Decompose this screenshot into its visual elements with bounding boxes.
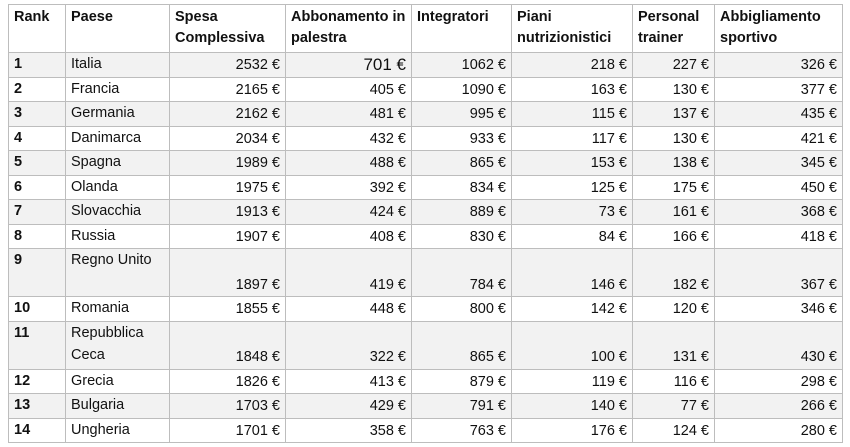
cell-rank: 14 [9, 418, 66, 443]
cell-total: 1826 € [170, 369, 286, 394]
cell-clothing: 377 € [715, 77, 843, 102]
cell-nutrition: 218 € [512, 53, 633, 78]
cell-nutrition: 176 € [512, 418, 633, 443]
cell-supplements: 784 € [412, 249, 512, 297]
table-row [9, 224, 843, 249]
cell-total: 2532 € [170, 53, 286, 78]
cell-total: 1975 € [170, 175, 286, 200]
cell-clothing: 450 € [715, 175, 843, 200]
cell-clothing: 346 € [715, 297, 843, 322]
cell-country: Ungheria [66, 418, 170, 443]
cell-trainer: 138 € [633, 151, 715, 176]
cell-country: Repubblica Ceca [66, 321, 170, 369]
cell-clothing: 435 € [715, 102, 843, 127]
cell-trainer: 175 € [633, 175, 715, 200]
table-row [9, 53, 843, 78]
cell-gym: 432 € [286, 126, 412, 151]
table-row [9, 297, 843, 322]
cell-nutrition: 73 € [512, 200, 633, 225]
table-row [9, 175, 843, 200]
table-row [9, 126, 843, 151]
cell-trainer: 166 € [633, 224, 715, 249]
cell-nutrition: 117 € [512, 126, 633, 151]
cell-supplements: 995 € [412, 102, 512, 127]
cell-trainer: 182 € [633, 249, 715, 297]
cell-supplements: 800 € [412, 297, 512, 322]
cell-trainer: 116 € [633, 369, 715, 394]
cell-country: Regno Unito [66, 249, 170, 297]
cell-country: Russia [66, 224, 170, 249]
cell-country: Danimarca [66, 126, 170, 151]
cell-total: 1897 € [170, 249, 286, 297]
cell-gym: 419 € [286, 249, 412, 297]
cell-gym: 405 € [286, 77, 412, 102]
column-header-trainer: Personal trainer [633, 5, 715, 53]
cell-total: 1703 € [170, 394, 286, 419]
cell-supplements: 879 € [412, 369, 512, 394]
cell-total: 1913 € [170, 200, 286, 225]
cell-gym: 424 € [286, 200, 412, 225]
cell-clothing: 266 € [715, 394, 843, 419]
cell-country: Grecia [66, 369, 170, 394]
cell-trainer: 227 € [633, 53, 715, 78]
column-header-total: Spesa Complessiva [170, 5, 286, 53]
cell-gym: 358 € [286, 418, 412, 443]
cell-total: 2165 € [170, 77, 286, 102]
cell-rank: 12 [9, 369, 66, 394]
cell-total: 1848 € [170, 321, 286, 369]
cell-trainer: 120 € [633, 297, 715, 322]
cell-nutrition: 146 € [512, 249, 633, 297]
cell-country: Francia [66, 77, 170, 102]
cell-rank: 5 [9, 151, 66, 176]
cell-supplements: 1090 € [412, 77, 512, 102]
spending-table-container [8, 4, 842, 443]
cell-clothing: 345 € [715, 151, 843, 176]
cell-supplements: 889 € [412, 200, 512, 225]
cell-nutrition: 125 € [512, 175, 633, 200]
cell-trainer: 130 € [633, 126, 715, 151]
table-row [9, 77, 843, 102]
cell-gym: 408 € [286, 224, 412, 249]
cell-trainer: 77 € [633, 394, 715, 419]
cell-rank: 3 [9, 102, 66, 127]
cell-gym: 322 € [286, 321, 412, 369]
cell-supplements: 834 € [412, 175, 512, 200]
cell-gym: 392 € [286, 175, 412, 200]
cell-clothing: 368 € [715, 200, 843, 225]
cell-clothing: 430 € [715, 321, 843, 369]
column-header-nutrition: Piani nutrizionistici [512, 5, 633, 53]
cell-nutrition: 100 € [512, 321, 633, 369]
cell-nutrition: 140 € [512, 394, 633, 419]
cell-clothing: 298 € [715, 369, 843, 394]
cell-supplements: 865 € [412, 321, 512, 369]
cell-gym: 488 € [286, 151, 412, 176]
column-header-rank: Rank [9, 5, 66, 53]
cell-supplements: 865 € [412, 151, 512, 176]
cell-total: 1701 € [170, 418, 286, 443]
table-row [9, 151, 843, 176]
cell-country: Italia [66, 53, 170, 78]
cell-clothing: 367 € [715, 249, 843, 297]
table-row [9, 102, 843, 127]
cell-country: Germania [66, 102, 170, 127]
cell-trainer: 124 € [633, 418, 715, 443]
cell-clothing: 280 € [715, 418, 843, 443]
cell-gym: 481 € [286, 102, 412, 127]
cell-supplements: 830 € [412, 224, 512, 249]
table-header-row [9, 5, 843, 53]
cell-rank: 1 [9, 53, 66, 78]
cell-gym: 429 € [286, 394, 412, 419]
cell-nutrition: 163 € [512, 77, 633, 102]
cell-total: 1907 € [170, 224, 286, 249]
cell-supplements: 763 € [412, 418, 512, 443]
cell-rank: 11 [9, 321, 66, 369]
cell-rank: 8 [9, 224, 66, 249]
table-row [9, 321, 843, 369]
column-header-country: Paese [66, 5, 170, 53]
cell-trainer: 130 € [633, 77, 715, 102]
cell-total: 2034 € [170, 126, 286, 151]
cell-gym: 448 € [286, 297, 412, 322]
cell-rank: 9 [9, 249, 66, 297]
column-header-gym: Abbonamento in palestra [286, 5, 412, 53]
cell-rank: 7 [9, 200, 66, 225]
cell-nutrition: 84 € [512, 224, 633, 249]
cell-country: Romania [66, 297, 170, 322]
cell-nutrition: 115 € [512, 102, 633, 127]
cell-nutrition: 119 € [512, 369, 633, 394]
cell-country: Olanda [66, 175, 170, 200]
cell-gym: 701 € [286, 53, 412, 78]
table-row [9, 369, 843, 394]
cell-clothing: 421 € [715, 126, 843, 151]
cell-country: Bulgaria [66, 394, 170, 419]
cell-rank: 2 [9, 77, 66, 102]
cell-total: 1989 € [170, 151, 286, 176]
cell-clothing: 418 € [715, 224, 843, 249]
table-row [9, 418, 843, 443]
cell-total: 2162 € [170, 102, 286, 127]
cell-trainer: 137 € [633, 102, 715, 127]
table-row [9, 249, 843, 297]
column-header-supplements: Integratori [412, 5, 512, 53]
cell-supplements: 1062 € [412, 53, 512, 78]
cell-total: 1855 € [170, 297, 286, 322]
spending-table [8, 4, 843, 443]
cell-nutrition: 153 € [512, 151, 633, 176]
cell-clothing: 326 € [715, 53, 843, 78]
cell-rank: 13 [9, 394, 66, 419]
column-header-clothing: Abbigliamento sportivo [715, 5, 843, 53]
table-body [9, 53, 843, 443]
cell-supplements: 933 € [412, 126, 512, 151]
table-row [9, 394, 843, 419]
cell-country: Spagna [66, 151, 170, 176]
cell-rank: 4 [9, 126, 66, 151]
cell-supplements: 791 € [412, 394, 512, 419]
cell-nutrition: 142 € [512, 297, 633, 322]
cell-rank: 6 [9, 175, 66, 200]
table-row [9, 200, 843, 225]
cell-rank: 10 [9, 297, 66, 322]
cell-trainer: 131 € [633, 321, 715, 369]
cell-gym: 413 € [286, 369, 412, 394]
cell-trainer: 161 € [633, 200, 715, 225]
cell-country: Slovacchia [66, 200, 170, 225]
